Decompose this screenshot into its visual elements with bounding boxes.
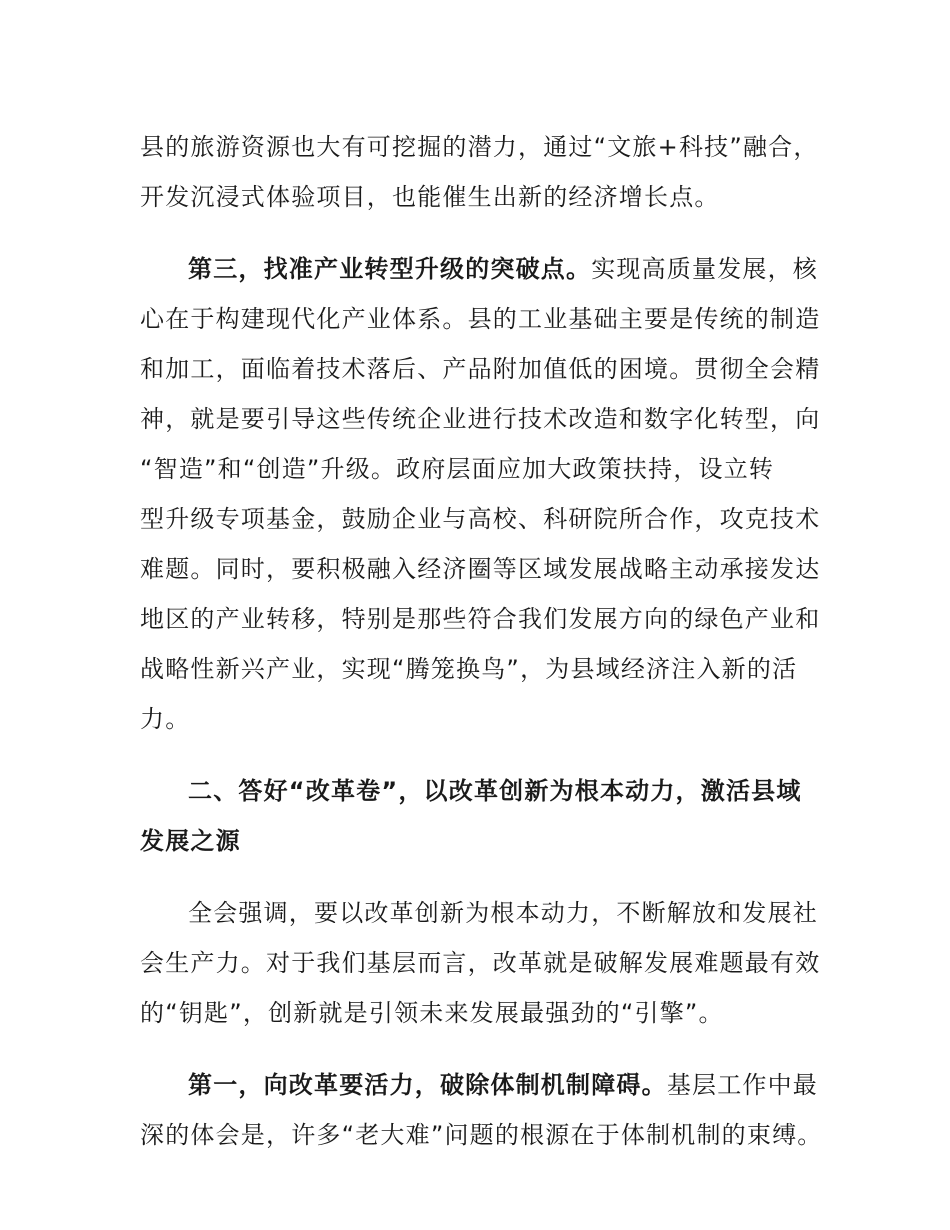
text-line: 地区的产业转移，特别是那些符合我们发展方向的绿色产业和 — [140, 605, 821, 633]
text-line: 神，就是要引导这些传统企业进行技术改造和数字化转型，向 — [140, 405, 821, 433]
paragraph-tourism — [140, 122, 820, 222]
text-span: 实现高质量发展，核 — [591, 255, 819, 283]
text-line — [140, 244, 820, 294]
text-line: 深的体会是，许多“老大难”问题的根源在于体制机制的束缚。 — [140, 1121, 823, 1149]
heading-line: 二、答好“改革卷”，以改革创新为根本动力，激活县域 — [188, 777, 802, 805]
paragraph-reform-intro — [140, 888, 820, 1038]
paragraph-industry-upgrade — [140, 244, 820, 744]
text-line: “智造”和“创造”升级。政府层面应加大政策扶持，设立转 — [140, 455, 775, 483]
section-heading — [140, 766, 820, 866]
paragraph-lead: 第三，找准产业转型升级的突破点。 — [188, 255, 592, 283]
paragraph-reform-vitality — [140, 1060, 823, 1160]
text-line: 心在于构建现代化产业体系。县的工业基础主要是传统的制造 — [140, 305, 821, 333]
paragraph-lead: 第一，向改革要活力，破除体制机制障碍。 — [188, 1071, 667, 1099]
text-line — [140, 1060, 820, 1110]
text-line: 的“钥匙”，创新就是引领未来发展最强劲的“引擎”。 — [140, 999, 724, 1027]
text-line: 难题。同时，要积极融入经济圈等区域发展战略主动承接发达 — [140, 555, 821, 583]
text-line: 型升级专项基金，鼓励企业与高校、科研院所合作，攻克技术 — [140, 505, 821, 533]
heading-line: 发展之源 — [140, 827, 241, 855]
text-line: 和加工，面临着技术落后、产品附加值低的困境。贯彻全会精 — [140, 355, 821, 383]
text-line: 战略性新兴产业，实现“腾笼换鸟”，为县域经济注入新的活 — [140, 655, 798, 683]
text-line: 会生产力。对于我们基层而言，改革就是破解发展难题最有效 — [140, 949, 821, 977]
text-line: 县的旅游资源也大有可挖掘的潜力，通过“文旅+科技”融合， — [140, 133, 819, 161]
text-line: 力。 — [140, 705, 191, 733]
document-page — [140, 122, 823, 1160]
text-span: 基层工作中最 — [666, 1071, 819, 1099]
text-line: 全会强调，要以改革创新为根本动力，不断解放和发展社 — [188, 899, 818, 927]
text-line: 开发沉浸式体验项目，也能催生出新的经济增长点。 — [140, 183, 720, 211]
